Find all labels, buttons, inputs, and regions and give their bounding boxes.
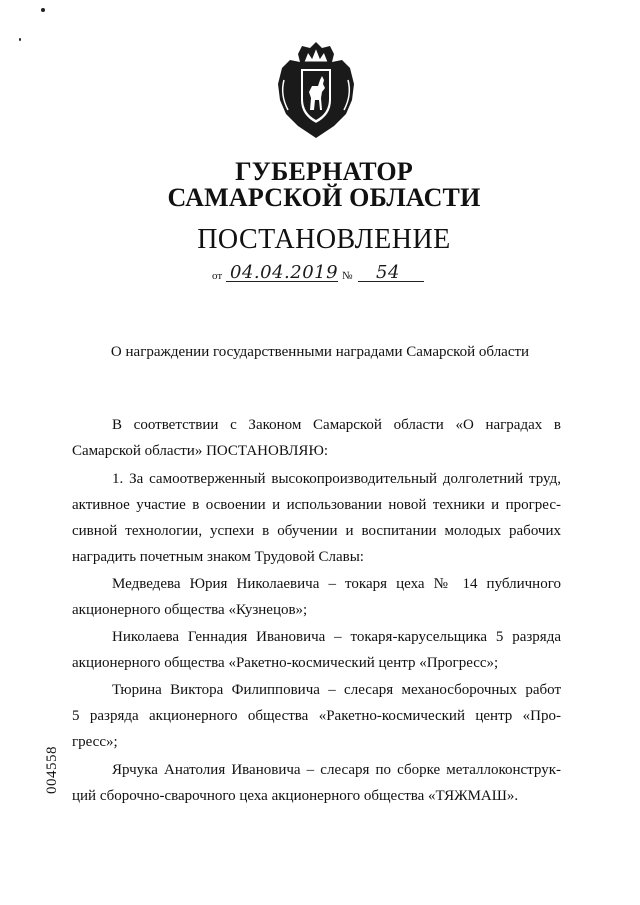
awardee-line: 5 разряда акционерного общества «Ракетно-космический центр «Про- — [72, 708, 561, 724]
item-1-line: наградить почетным знаком Трудовой Славы: — [72, 549, 364, 565]
date-number-line — [212, 262, 432, 286]
awardee-paragraph-1 — [72, 571, 561, 623]
title-governor: ГУБЕРНАТОР — [235, 157, 413, 186]
awardee-paragraph-2 — [72, 624, 561, 676]
decree-type-heading: ПОСТАНОВЛЕНИЕ — [197, 224, 451, 255]
awardee-line: Ярчука Анатолия Ивановича – слесаря по сборке металлоконструк- — [112, 762, 561, 778]
date-value: 04.04.2019 — [230, 262, 339, 283]
number-value: 54 — [376, 262, 400, 283]
number-label: № — [342, 270, 353, 282]
awardee-line: Тюрина Виктора Филипповича – слесаря механосборочных работ — [112, 682, 561, 698]
awardee-line: акционерного общества «Кузнецов»; — [72, 602, 308, 618]
side-serial-number: 004558 — [44, 746, 60, 794]
awardee-line: акционерного общества «Ракетно-космический центр «Прогресс»; — [72, 655, 499, 671]
item-1-line: активное участие в освоении и использовании новой техники и прогрес- — [72, 497, 561, 513]
awardee-line: ций сборочно-сварочного цеха акционерного общества «ТЯЖМАШ». — [72, 788, 519, 804]
decree-subject: О награждении государственными наградами Самарской области — [110, 344, 530, 360]
item-1-line: сивной технологии, успехи в обучении и воспитании молодых рабочих — [72, 523, 561, 539]
intro-line: Самарской области» ПОСТАНОВЛЯЮ: — [72, 443, 329, 459]
coat-of-arms-emblem — [274, 40, 358, 140]
from-label: от — [212, 270, 223, 282]
awardee-line: гресс»; — [72, 734, 118, 750]
item-1-line: 1. За самоотверженный высокопроизводительный долголетний труд, — [112, 471, 561, 487]
item-1-paragraph — [72, 466, 561, 570]
scan-speck — [41, 8, 45, 12]
intro-paragraph — [72, 412, 561, 464]
awardee-paragraph-4 — [72, 757, 561, 809]
awardee-line: Медведева Юрия Николаевича – токаря цеха № 14 публичного — [112, 576, 561, 592]
awardee-line: Николаева Геннадия Ивановича – токаря-карусельщика 5 разряда — [112, 629, 561, 645]
title-region: САМАРСКОЙ ОБЛАСТИ — [167, 183, 481, 212]
scan-speck — [19, 38, 21, 41]
awardee-paragraph-3 — [72, 677, 561, 755]
intro-line: В соответствии с Законом Самарской области «О наградах в — [112, 417, 561, 433]
